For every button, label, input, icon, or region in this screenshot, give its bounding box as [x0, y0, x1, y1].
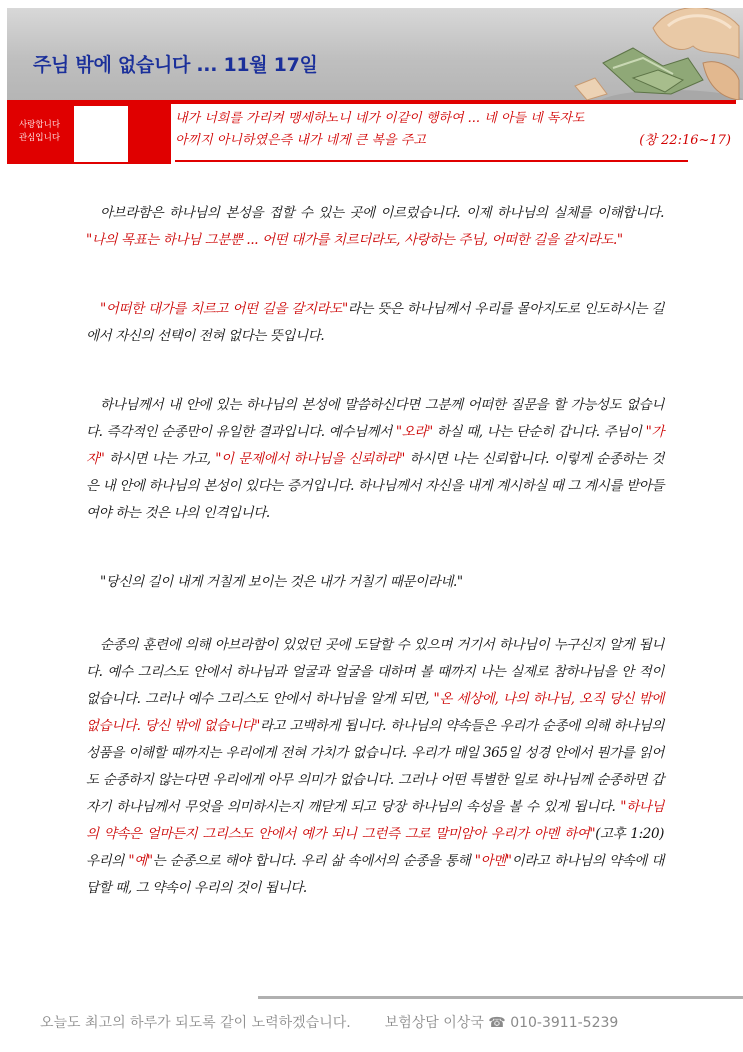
- highlight-quote: "온 세상에, 나의 하나님, 오직 당신 밖에 없습니다. 당신 밖에 없습니다": [86, 691, 665, 734]
- verse-line-1: 내가 너희를 가리켜 맹세하노니 네가 이같이 행하여 ... 네 아들 네 독자도: [175, 111, 585, 126]
- white-box: [72, 104, 130, 164]
- scripture-verse: [175, 108, 735, 152]
- highlight-quote: "하나님의 약속은 얼마든지 그리스도 안에서 예가 되니 그런즉 그로 말미암아 우리가 아멘 하여": [86, 799, 664, 842]
- tag-line-love: 사랑합니다: [18, 120, 61, 130]
- tag-box: [7, 104, 72, 164]
- highlight-quote: "어떠한 대가를 치르고 어떤 길을 갈지라도": [100, 301, 348, 317]
- footer-slogan: 오늘도 최고의 하루가 되도록 같이 노력하겠습니다.: [40, 1015, 351, 1031]
- highlight-quote: "이 문제에서 하나님을 신뢰하라": [215, 451, 405, 467]
- poem-quote: "당신의 길이 내게 거칠게 보이는 것은 내가 거칠기 때문이라네.": [100, 574, 463, 590]
- devotional-body: [86, 200, 664, 902]
- red-edge: [130, 104, 171, 164]
- highlight-quote: "오라": [395, 424, 433, 440]
- tag-line-care: 관심입니다: [18, 133, 61, 143]
- verse-line-2: 아끼지 아니하였은즉 내가 네게 큰 복을 주고 (창 22:16~17): [175, 130, 735, 152]
- footer-rule: [258, 996, 743, 999]
- paragraph-1: 아브라함은 하나님의 본성을 접할 수 있는 곳에 이르렀습니다. 이제 하나님의 실체를 이해합니다. "나의 목표는 하나님 그분뿐 ... 어떤 대가를 치르더라도, 사랑하는 주님, 어떠한 길을 갈지라도.": [86, 205, 664, 248]
- highlight-quote: "아멘": [474, 853, 512, 869]
- broken-eggshell-money-illustration: [503, 8, 743, 100]
- paragraph-3: 하나님께서 내 안에 있는 하나님의 본성에 말씀하신다면 그분께 어떠한 질문을 할 가능성도 없습니다. 즉각적인 순종만이 유일한 결과입니다. 예수님께서 "오라" 하실 때, 나는 단순히 갑니다. 주님이 "가자" 하시면 나는 가고, "이 문제에서 하나님을 신뢰하라" 하시면 나는 신뢰합니다. 이렇게 순종하는 것은 내 안에 하나님의 본성이 있다는 증거입니다. 하나님께서 자신을 내게 계시하실 때 그 계시를 받아들여야 하는 것은 나의 인격입니다.: [86, 397, 665, 521]
- highlight-quote: "나의 목표는 하나님 그분뿐 ... 어떤 대가를 치르더라도, 사랑하는 주님, 어떠한 길을 갈지라도.": [86, 232, 623, 248]
- verse-banner: [7, 104, 743, 164]
- header-banner: [7, 8, 743, 100]
- phone-icon: ☎: [488, 1015, 506, 1031]
- verse-reference: (창 22:16~17): [639, 133, 731, 148]
- footer: [40, 1012, 740, 1032]
- page-title: 주님 밖에 없습니다 ... 11월 17일: [33, 54, 318, 76]
- verse-underline: [175, 160, 688, 162]
- highlight-quote: "예": [128, 853, 153, 869]
- footer-phone: 010-3911-5239: [510, 1015, 619, 1031]
- paragraph-5: 순종의 훈련에 의해 아브라함이 있었던 곳에 도달할 수 있으며 거기서 하나님이 누구신지 알게 됩니다. 예수 그리스도 안에서 하나님과 얼굴과 얼굴을 대하며 볼 때까지 나는 실제로 참하나님을 안 적이 없습니다. 그러나 예수 그리스도 안에서 하나님을 알게 되면, "온 세상에, 나의 하나님, 오직 당신 밖에 없습니다. 당신 밖에 없습니다"라고 고백하게 됩니다. 하나님의 약속들은 우리가 순종에 의해 하나님의 성품을 이해할 때까지는 우리에게 전혀 가치가 없습니다. 우리가 매일 365일 성경 안에서 뭔가를 읽어도 순종하지 않는다면 우리에게 아무 의미가 없습니다. 그러나 어떤 특별한 일로 하나님께 순종하면 갑자기 하나님께서 무엇을 의미하시는지 깨닫게 되고 당장 하나님의 속성을 볼 수 있게 됩니다. "하나님의 약속은 얼마든지 그리스도 안에서 예가 되니 그런즉 그로 말미암아 우리가 아멘 하여"(고후 1:20) 우리의 "예"는 순종으로 해야 합니다. 우리 삶 속에서의 순종을 통해 "아멘"이라고 하나님의 약속에 대답할 때, 그 약속이 우리의 것이 됩니다.: [86, 637, 665, 896]
- paragraph-2: "어떠한 대가를 치르고 어떤 길을 갈지라도"라는 뜻은 하나님께서 우리를 몰아지도로 인도하시는 길에서 자신의 선택이 전혀 없다는 뜻입니다.: [86, 301, 664, 344]
- footer-contact: 보험상담 이상국: [384, 1015, 484, 1031]
- highlight-quote: "가자": [86, 424, 665, 467]
